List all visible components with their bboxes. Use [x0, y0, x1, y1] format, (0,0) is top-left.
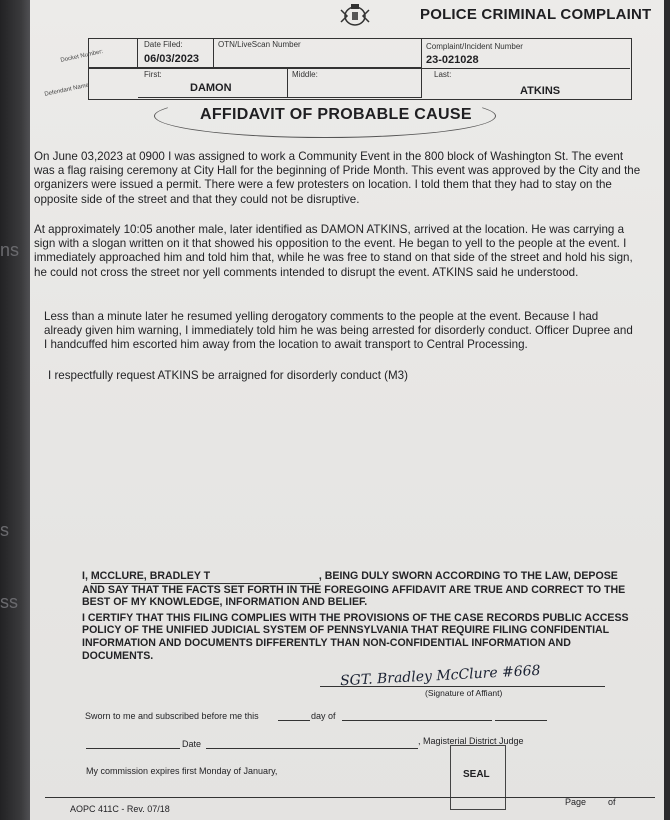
affidavit-title: AFFIDAVIT OF PROBABLE CAUSE	[200, 106, 472, 123]
policy-statement: I CERTIFY THAT THIS FILING COMPLIES WITH THE PROVISIONS OF THE CASE RECORDS PUBLIC ACCESS POLICY OF THE UNIFIED JUDICIAL SYSTEM OF PENNSYLVANIA THAT REQUIRE FILING CONFIDENTIAL INFORMATION AND DOCUMENTS DIFFERENTLY THAN NON-CONFIDENTIAL INFORMATION AND DOCUMENTS.	[82, 611, 629, 662]
sworn-line: Sworn to me and subscribed before me this	[85, 711, 259, 721]
complaint-number-label: Complaint/Incident Number	[426, 42, 523, 51]
first-name-value: DAMON	[190, 82, 232, 94]
footer-divider	[45, 797, 655, 798]
date-filed-label: Date Filed:	[144, 40, 183, 49]
affidavit-paragraph: Less than a minute later he resumed yelling derogatory comments to the people at the event. Because I had already given him warning, I immediately told him he was being arrested for disorderly conduct. Officer Dupree and I handcuffed him escorted him away from the location to await transport to Central Processing.	[44, 310, 633, 352]
first-name-label: First:	[144, 70, 162, 79]
affidavit-paragraph: On June 03,2023 at 0900 I was assigned to work a Community Event in the 800 block of Washington St. The event was a flag raising ceremony at City Hall for the beginning of Pride Month. This event was approved by the City and the organizers were issued a permit. There were a few protesters on location. I told them that they had to stay on the opposite side of the street and that they could not be disruptive.	[34, 150, 641, 206]
of-label: of	[608, 797, 616, 807]
affiant-name: MCCLURE, BRADLEY T	[91, 570, 319, 584]
edge-fragment: s	[0, 520, 9, 540]
signature-label: (Signature of Affiant)	[425, 688, 503, 698]
left-background-strip	[0, 0, 30, 820]
day-of-label: day of	[311, 711, 336, 721]
month-blank	[342, 720, 492, 721]
last-name-value: ATKINS	[520, 85, 561, 97]
seal-label: SEAL	[463, 769, 490, 780]
judge-label: , Magisterial District Judge	[418, 736, 524, 746]
page-label: Page	[565, 797, 587, 807]
complaint-document	[30, 0, 664, 820]
state-seal-icon	[335, 0, 375, 28]
i-prefix: I,	[82, 570, 88, 582]
form-title: POLICE CRIMINAL COMPLAINT	[420, 6, 652, 23]
docket-label: Docket Number:	[60, 48, 104, 64]
edge-fragment: ss	[0, 592, 18, 612]
certification-block	[82, 570, 642, 662]
edge-fragment: ns	[0, 240, 20, 260]
middle-name-label: Middle:	[292, 70, 318, 79]
signature-line	[320, 686, 605, 687]
date-label: Date	[182, 739, 202, 749]
otn-label: OTN/LiveScan Number	[218, 40, 301, 49]
affidavit-paragraph: At approximately 10:05 another male, later identified as DAMON ATKINS, arrived at the location. He was carrying a sign with a slogan written on it that showed his opposition to the event. He began to yell to the people at the event. I immediately approached him and told him that, while he was free to stand on that side of the street and hold his sign, he could not cross the street nor yell comments intended to disrupt the event. ATKINS said he understood.	[34, 223, 633, 279]
affidavit-paragraph: I respectfully request ATKINS be arraigned for disorderly conduct (M3)	[48, 369, 408, 382]
affiant-signature: SGT. Bradley McClure #668	[339, 662, 541, 690]
defendant-name-label: Defendant Name	[44, 82, 90, 98]
seal-box	[450, 745, 506, 810]
date-blank	[86, 748, 180, 749]
last-name-label: Last:	[434, 70, 452, 79]
year-blank	[495, 720, 547, 721]
day-blank	[278, 720, 310, 721]
form-code: AOPC 411C - Rev. 07/18	[70, 804, 170, 814]
date-filed-value: 06/03/2023	[144, 53, 200, 65]
judge-blank	[206, 748, 418, 749]
commission-text: My commission expires first Monday of January,	[86, 766, 278, 776]
sworn-statement: , BEING DULY SWORN ACCORDING TO THE LAW, DEPOSE AND SAY THAT THE FACTS SET FORTH IN THE FOREGOING AFFIDAVIT ARE TRUE AND CORRECT TO THE BEST OF MY KNOWLEDGE, INFORMATION AND BELIEF.	[82, 570, 626, 609]
complaint-number-value: 23-021028	[426, 54, 479, 66]
